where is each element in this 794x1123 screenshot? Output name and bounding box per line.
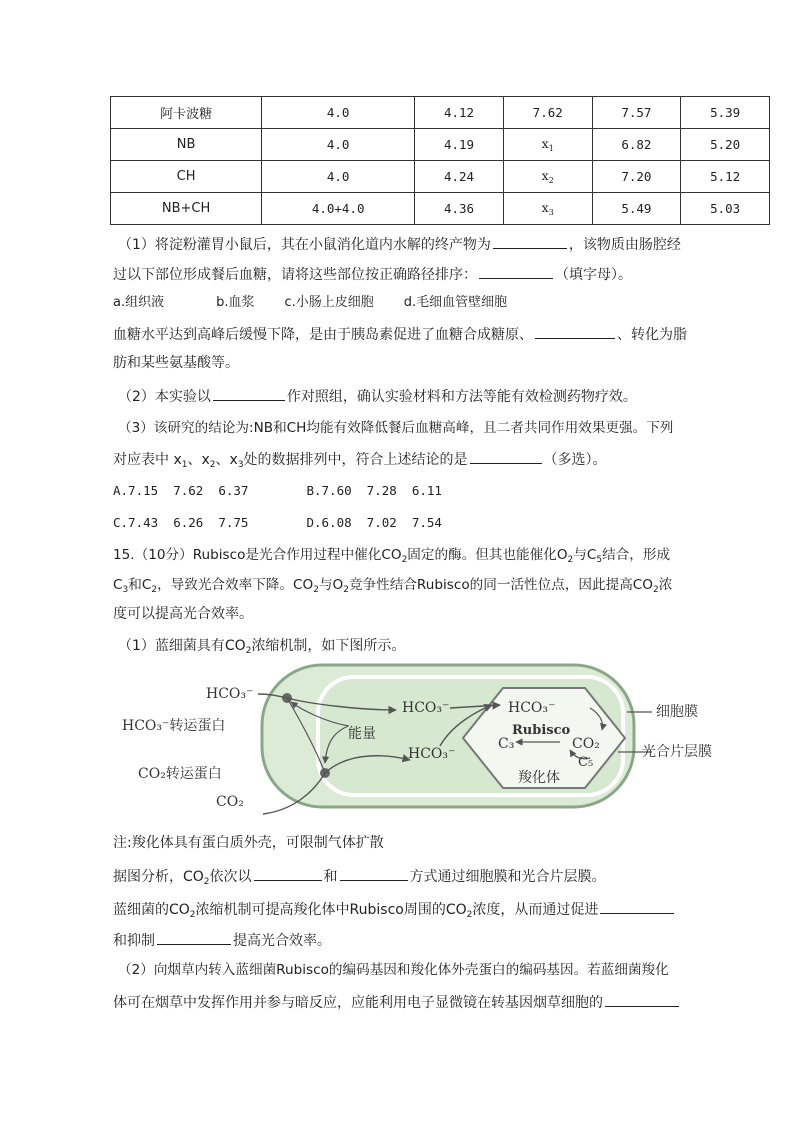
label-co2-carboxysome: CO₂ [572, 736, 600, 752]
co2-concentration-diagram [120, 650, 712, 820]
q1-line1 [118, 233, 708, 255]
value-cell: 5.12 [681, 161, 770, 193]
q1-options [113, 293, 703, 313]
answer-blank[interactable] [157, 929, 231, 945]
subscript: 5 [596, 555, 603, 565]
answer-blank[interactable] [340, 865, 408, 881]
q15-line2 [113, 575, 703, 600]
label-cell-membrane: 细胞膜 [656, 704, 698, 720]
subscript: 2 [401, 555, 408, 565]
q15-line3: 度可以提高光合效率。 [113, 606, 253, 622]
text: 蓝细菌的CO [113, 902, 190, 918]
value-cell: 4.36 [415, 193, 504, 225]
value-cell: 4.0+4.0 [262, 193, 415, 225]
row-label-cell: CH [111, 161, 262, 193]
value-cell: 5.39 [681, 97, 770, 129]
label-hco3-thylakoid: HCO₃⁻ [408, 746, 456, 762]
text: 对应表中 x [113, 452, 182, 468]
value-cell: 5.20 [681, 129, 770, 161]
row-label-cell: NB [111, 129, 262, 161]
text: 浓缩机制可提高羧化体中Rubisco周围的CO [195, 902, 467, 918]
q3-options-ab [113, 481, 703, 501]
text: 、转化为脂 [617, 327, 687, 343]
text: 和C [128, 577, 152, 593]
subscript: 2 [245, 646, 252, 656]
option-a: a.组织液 [113, 295, 165, 310]
option-c: c.小肠上皮细胞 [284, 295, 374, 310]
text: 与C [573, 547, 597, 563]
label-rubisco: Rubisco [512, 723, 571, 738]
label-c3: C₃ [498, 736, 515, 752]
value-cell: 4.0 [262, 129, 415, 161]
answer-blank[interactable] [493, 233, 567, 249]
answer-blank[interactable] [479, 263, 553, 279]
after-line5 [113, 991, 703, 1013]
text: 浓 [658, 577, 673, 593]
text: 据图分析，CO [113, 869, 204, 885]
text: （1）将淀粉灌胃小鼠后，其在小鼠消化道内水解的终产物为 [118, 237, 491, 253]
text: 15.（10分）Rubisco是光合作用过程中催化CO [113, 547, 402, 563]
answer-blank[interactable] [213, 385, 285, 401]
table-row [111, 97, 770, 129]
text: 体可在烟草中发挥作用并参与暗反应，应能利用电子显微镜在转基因烟草细胞的 [113, 995, 603, 1011]
q3-line1: （3）该研究的结论为:NB和CH均能有效降低餐后血糖高峰，且二者共同作用效果更强。下列 [118, 420, 674, 436]
option-d: d.毛细血管壁细胞 [403, 295, 508, 310]
table-row [111, 193, 770, 225]
label-thylakoid-membrane: 光合片层膜 [642, 744, 712, 760]
text: （多选）。 [543, 452, 607, 468]
label-hco3-carboxysome: HCO₃⁻ [508, 700, 556, 716]
text: ，导致光合效率下降。CO [157, 577, 314, 593]
value-cell: 7.20 [592, 161, 681, 193]
answer-blank[interactable] [535, 323, 615, 339]
text: 方式通过细胞膜和光合片层膜。 [409, 869, 606, 885]
text: 固定的酶。但其也能催化O [407, 547, 568, 563]
subscript: 2 [189, 910, 196, 920]
answer-blank[interactable] [470, 448, 542, 464]
answer-blank[interactable] [605, 991, 679, 1007]
q2-line [118, 385, 708, 407]
text: 处的数据排列中，符合上述结论的是 [243, 452, 468, 468]
text: 过以下部位形成餐后血糖，请将这些部位按正确路径排序： [113, 267, 477, 283]
q3-line2 [113, 448, 703, 475]
option-b: B.7.60 7.28 6.11 [306, 483, 442, 498]
note-line: 注:羧化体具有蛋白质外壳，可限制气体扩散 [113, 835, 384, 851]
table-row [111, 129, 770, 161]
text: 依次以 [209, 869, 252, 885]
subscript: 1 [181, 460, 188, 470]
text: 与O [318, 577, 344, 593]
text: 、x [187, 452, 210, 468]
label-hco3-transporter: HCO₃⁻转运蛋白 [122, 718, 226, 734]
q1-line2 [113, 263, 703, 285]
value-cell: 4.0 [262, 97, 415, 129]
value-cell: 4.0 [262, 161, 415, 193]
text: 和 [323, 869, 338, 885]
option-b: b.血浆 [216, 295, 255, 310]
answer-blank[interactable] [254, 865, 322, 881]
value-cell: $x_1$ [503, 129, 592, 161]
text: 作对照组，确认实验材料和方法等能有效检测药物疗效。 [286, 389, 637, 405]
text: （填字母）。 [555, 267, 632, 283]
subscript: 2 [652, 585, 659, 595]
value-cell: 7.62 [503, 97, 592, 129]
q15-line1 [113, 545, 703, 570]
value-cell: $x_3$ [503, 193, 592, 225]
value-cell: 5.03 [681, 193, 770, 225]
subscript: 2 [343, 585, 349, 595]
subscript: 2 [567, 555, 574, 565]
text: 和抑制 [113, 933, 155, 949]
after-line4: （2）向烟草内转入蓝细菌Rubisco的编码基因和羧化体外壳蛋白的编码基因。若蓝细菌羧化 [118, 962, 669, 978]
after-line1 [113, 865, 703, 892]
text: 血糖水平达到高峰后缓慢下降，是由于胰岛素促进了血糖合成糖原、 [113, 327, 533, 343]
subscript: 2 [466, 910, 473, 920]
text: ，该物质由肠腔经 [568, 237, 681, 253]
text: C [113, 577, 123, 593]
after-line2 [113, 898, 703, 925]
label-energy: 能量 [348, 726, 376, 742]
subscript: 3 [237, 460, 244, 470]
value-cell: 4.24 [415, 161, 504, 193]
label-hco3-cytoplasm: HCO₃⁻ [402, 700, 450, 716]
option-a: A.7.15 7.62 6.37 [113, 483, 249, 498]
answer-blank[interactable] [600, 898, 674, 914]
row-label-cell: 阿卡波糖 [111, 97, 262, 129]
subscript: 2 [203, 877, 210, 887]
q1-line5: 肪和某些氨基酸等。 [113, 355, 239, 371]
text: 结合，形成 [602, 547, 671, 563]
table-row [111, 161, 770, 193]
text: 浓缩机制，如下图所示。 [251, 638, 406, 654]
value-cell: 6.82 [592, 129, 681, 161]
text: 竞争性结合Rubisco的同一活性位点，因此提高CO [348, 577, 653, 593]
data-table [110, 96, 770, 225]
text: 、x [215, 452, 238, 468]
option-c: C.7.43 6.26 7.75 [113, 515, 249, 530]
value-cell: 4.19 [415, 129, 504, 161]
subscript: 3 [122, 585, 129, 595]
text: 提高光合效率。 [233, 933, 331, 949]
row-label-cell: NB+CH [111, 193, 262, 225]
q1-line4 [113, 323, 703, 345]
label-hco3-outside: HCO₃⁻ [206, 686, 254, 702]
text: （1）蓝细菌具有CO [118, 638, 246, 654]
subscript: 2 [313, 585, 319, 595]
subscript: 2 [209, 460, 216, 470]
option-d: D.6.08 7.02 7.54 [306, 515, 442, 530]
q3-options-cd [113, 513, 703, 533]
label-co2-transporter: CO₂转运蛋白 [138, 766, 222, 782]
text: 浓度，从而通过促进 [472, 902, 599, 918]
after-line3 [113, 929, 703, 951]
label-co2-outside: CO₂ [216, 794, 244, 810]
label-carboxysome: 羧化体 [518, 770, 560, 786]
subscript: 2 [151, 585, 158, 595]
label-c5: C₅ [578, 755, 594, 770]
value-cell: 5.49 [592, 193, 681, 225]
text: （2）本实验以 [118, 389, 211, 405]
value-cell: $x_2$ [503, 161, 592, 193]
value-cell: 7.57 [592, 97, 681, 129]
value-cell: 4.12 [415, 97, 504, 129]
